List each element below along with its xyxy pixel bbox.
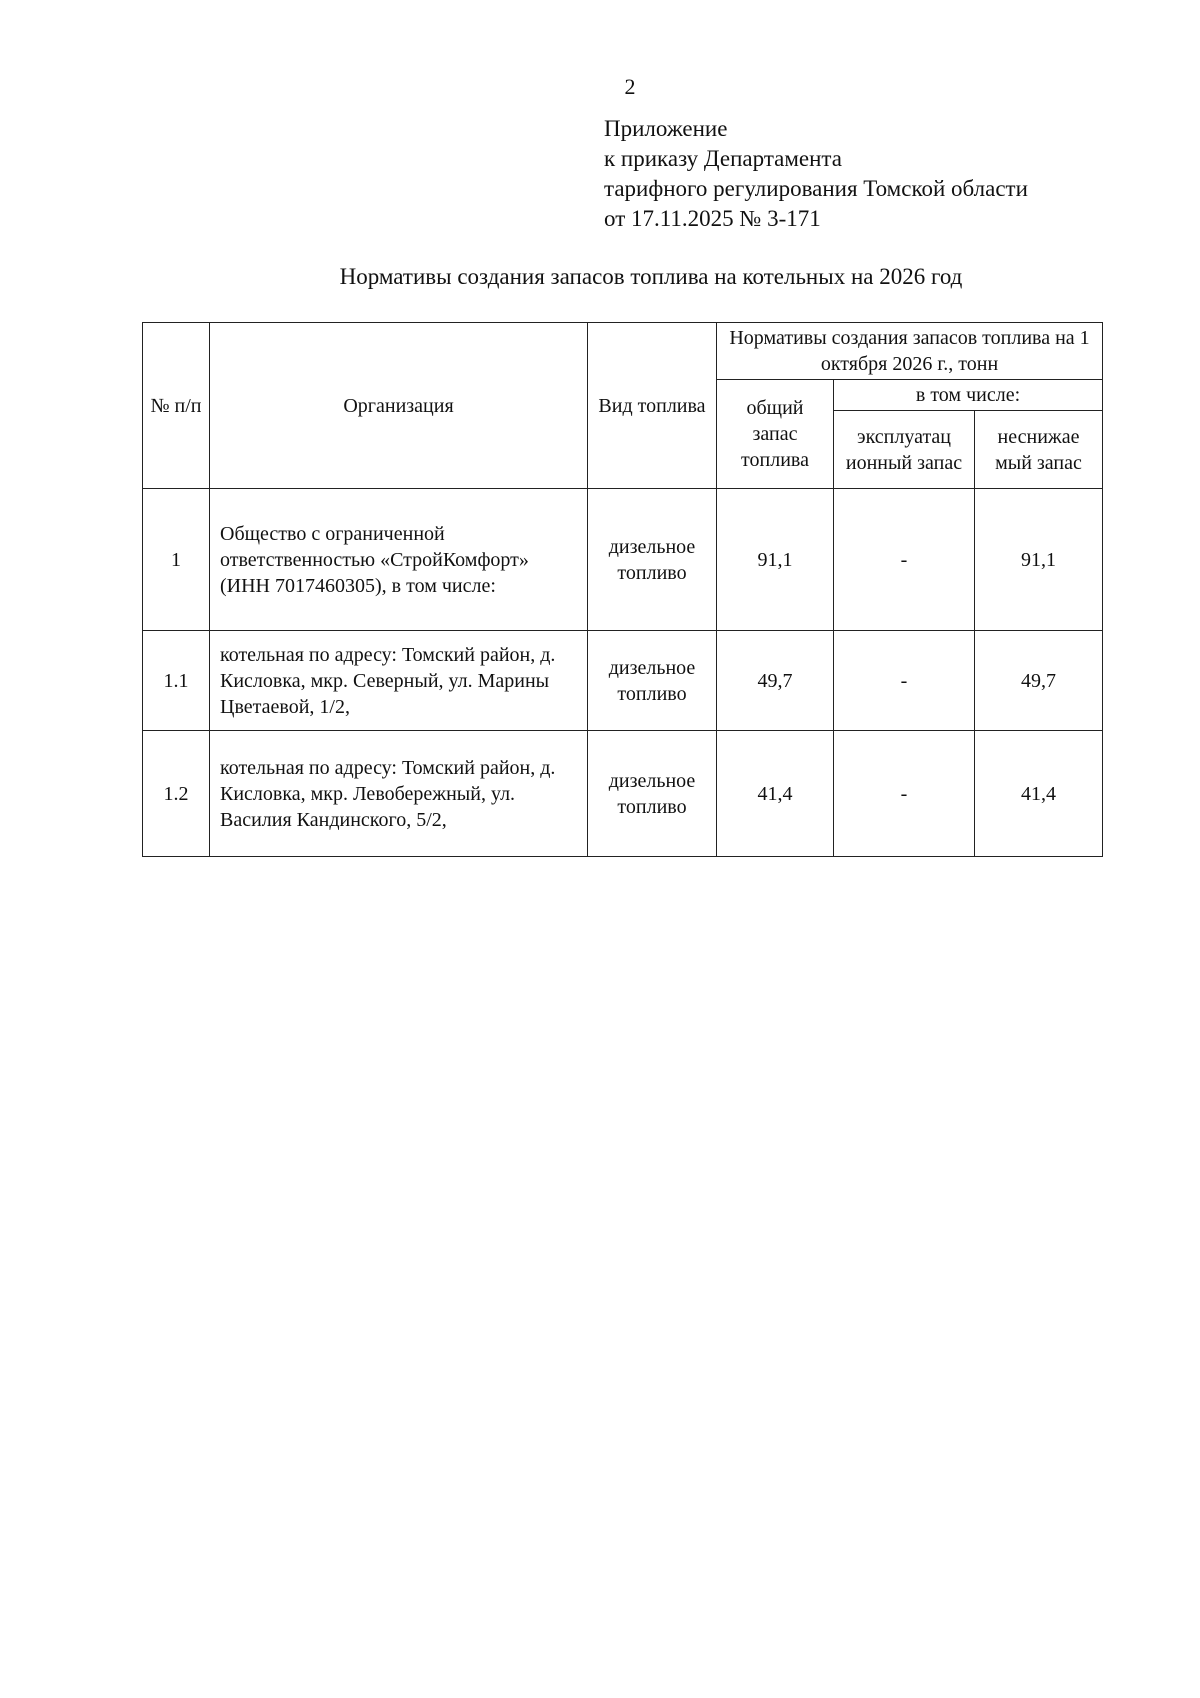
header-norms-group: Нормативы создания запасов топлива на 1 октября 2026 г., тонн [717,323,1103,380]
appendix-line-2: к приказу Департамента [604,146,842,171]
cell-irreducible: 49,7 [975,631,1103,731]
cell-operational: - [834,631,975,731]
cell-fuel: дизельное топливо [588,489,717,631]
table-header-row [143,323,1103,380]
appendix-line-3: тарифного регулирования Томской области [604,176,1028,201]
cell-fuel: дизельное топливо [588,631,717,731]
cell-fuel: дизельное топливо [588,731,717,857]
page-number: 2 [624,74,636,99]
cell-organization: Общество с ограниченной ответственностью «СтройКомфорт» (ИНН 7017460305), в том числе: [210,489,588,631]
cell-total: 91,1 [717,489,834,631]
norms-table [142,322,1103,857]
header-total: общий запас топлива [717,380,834,489]
appendix-block [604,114,1028,234]
header-organization: Организация [210,323,588,489]
cell-irreducible: 41,4 [975,731,1103,857]
cell-num: 1.1 [143,631,210,731]
cell-num: 1 [143,489,210,631]
table-row [143,631,1103,731]
table-row [143,731,1103,857]
cell-operational: - [834,489,975,631]
document-title: Нормативы создания запасов топлива на котельных на 2026 год [339,264,963,289]
cell-organization: котельная по адресу: Томский район, д. Кисловка, мкр. Северный, ул. Марины Цветаевой, 1/2, [210,631,588,731]
appendix-line-4: от 17.11.2025 № 3-171 [604,206,821,231]
table-row [143,489,1103,631]
appendix-line-1: Приложение [604,116,728,141]
cell-organization: котельная по адресу: Томский район, д. Кисловка, мкр. Левобережный, ул. Василия Кандинского, 5/2, [210,731,588,857]
cell-operational: - [834,731,975,857]
cell-total: 41,4 [717,731,834,857]
header-num: № п/п [143,323,210,489]
header-operational: эксплуатац ионный запас [834,411,975,489]
cell-num: 1.2 [143,731,210,857]
cell-total: 49,7 [717,631,834,731]
header-including: в том числе: [834,380,1103,411]
header-fuel-type: Вид топлива [588,323,717,489]
header-irreducible: неснижае мый запас [975,411,1103,489]
cell-irreducible: 91,1 [975,489,1103,631]
